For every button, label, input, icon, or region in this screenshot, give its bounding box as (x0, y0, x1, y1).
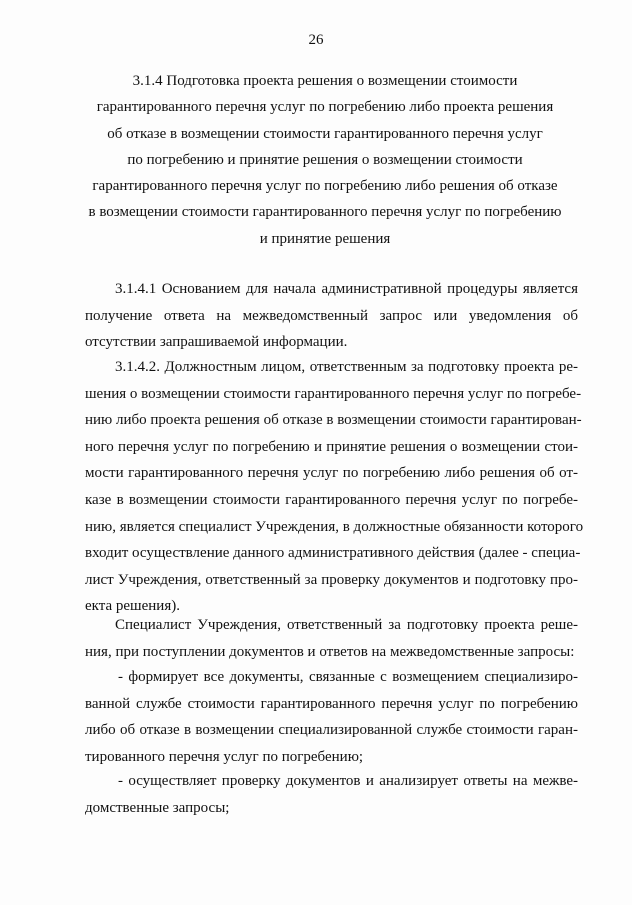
heading-line: гарантированного перечня услуг по погребению либо решения об отказе (92, 178, 558, 195)
paragraph-line: либо об отказе в возмещении специализированной службе стоимости гаран- (85, 722, 578, 739)
heading-line: 3.1.4 Подготовка проекта решения о возмещении стоимости (132, 73, 518, 89)
paragraph-3-1-4-1 (85, 276, 578, 356)
paragraph-line: Специалист Учреждения, ответственный за подготовку проекта реше- (115, 617, 578, 633)
paragraph-line: шения о возмещении стоимости гарантированного перечня услуг по погребе- (85, 385, 582, 402)
paragraph-line: ванной службе стоимости гарантированного перечня услуг по погребению (85, 695, 578, 712)
paragraph-line: ния, при поступлении документов и ответов на межведомственные запросы: (85, 643, 575, 660)
heading-line: в возмещении стоимости гарантированного перечня услуг по погребению (88, 204, 562, 221)
section-heading (80, 68, 570, 252)
heading-line: об отказе в возмещении стоимости гарантированного перечня услуг (107, 125, 543, 142)
paragraph-line: казе в возмещении стоимости гарантированного перечня услуг по погребе- (85, 491, 578, 508)
paragraph-line: домственные запросы; (85, 799, 230, 816)
paragraph-line: екта решения). (85, 598, 180, 615)
paragraph-line: 3.1.4.1 Основанием для начала административной процедуры является (115, 281, 578, 297)
paragraph-line: лист Учреждения, ответственный за проверку документов и подготовку про- (85, 571, 578, 588)
paragraph-specialist (85, 612, 578, 665)
paragraph-line: входит осуществление данного административного действия (далее - специа- (85, 545, 581, 562)
list-item-checks-documents (85, 768, 578, 821)
paragraph-line: нию, является специалист Учреждения, в должностные обязанности которого (85, 518, 584, 535)
page-number: 26 (308, 32, 324, 48)
paragraph-line: - формирует все документы, связанные с возмещением специализиро- (118, 669, 578, 685)
paragraph-line: 3.1.4.2. Должностным лицом, ответственным за подготовку проекта ре- (115, 359, 578, 375)
paragraph-line: тированного перечня услуг по погребению; (85, 748, 364, 765)
paragraph-line: нию либо проекта решения об отказе в возмещении стоимости гарантирован- (85, 412, 582, 429)
heading-line: гарантированного перечня услуг по погребению либо проекта решения (96, 99, 554, 116)
paragraph-line: - осуществляет проверку документов и анализирует ответы на межве- (118, 773, 578, 789)
heading-line: и принятие решения (259, 230, 391, 247)
paragraph-line: получение ответа на межведомственный запрос или уведомления об (85, 307, 578, 324)
paragraph-line: мости гарантированного перечня услуг по погребению либо решения об от- (85, 465, 578, 482)
paragraph-line: ного перечня услуг по погребению и принятие решения о возмещении стои- (85, 438, 578, 455)
paragraph-3-1-4-2 (85, 354, 584, 620)
list-item-forms-documents (85, 664, 578, 770)
paragraph-line: отсутствии запрашиваемой информации. (85, 334, 348, 351)
heading-line: по погребению и принятие решения о возмещении стоимости (127, 151, 523, 168)
